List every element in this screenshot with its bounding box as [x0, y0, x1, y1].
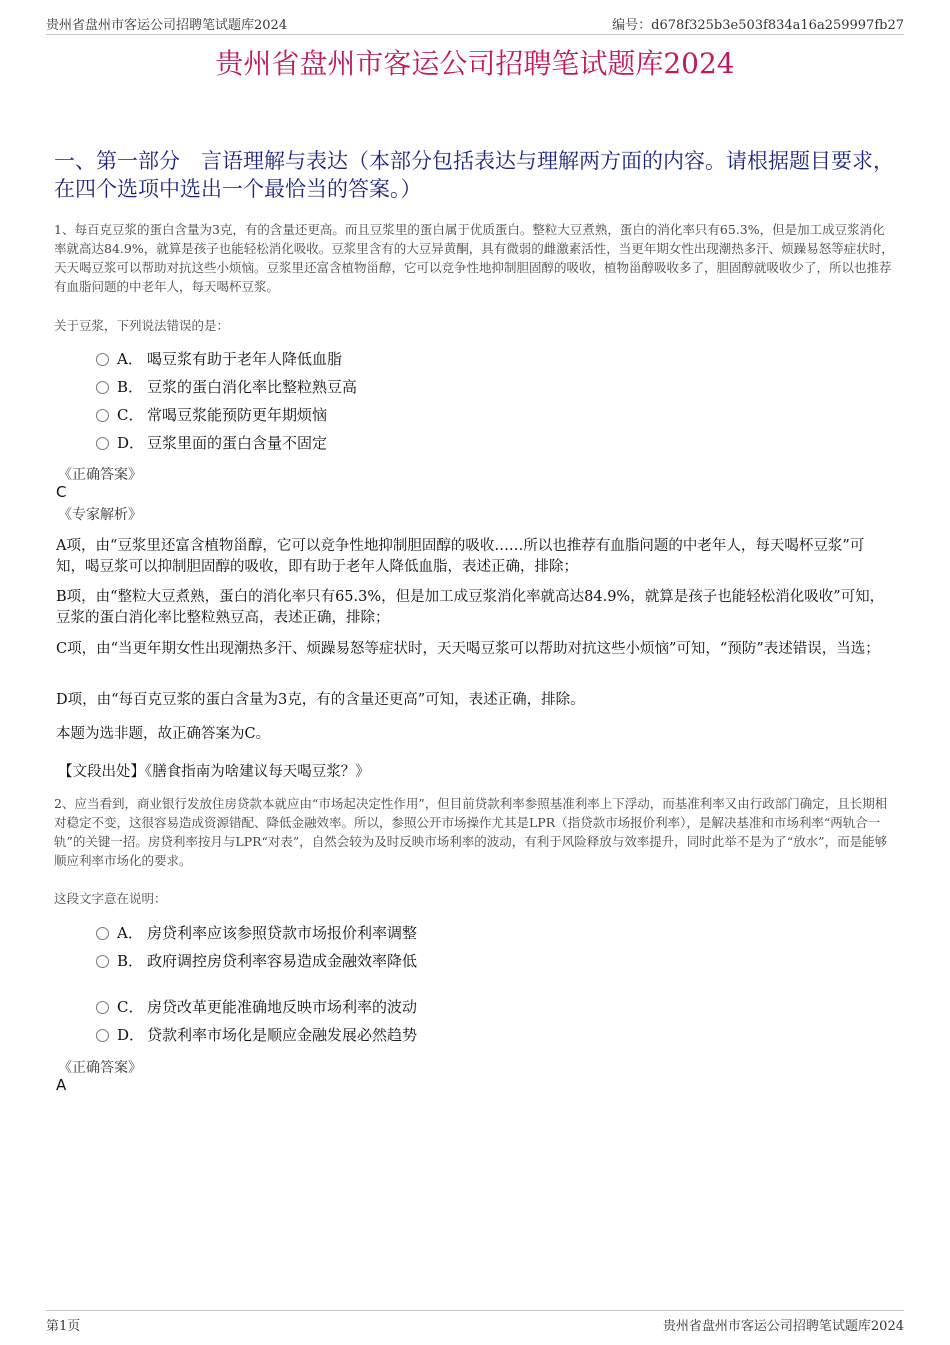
option-key: D． — [117, 434, 145, 452]
option-key: A． — [117, 350, 143, 368]
header-doc-id: 编号：d678f325b3e503f834a16a259997fb27 — [612, 18, 904, 33]
radio-button[interactable] — [96, 381, 109, 394]
option-text: 豆浆的蛋白消化率比整粒熟豆高 — [147, 378, 358, 396]
question-1-option-a[interactable] — [96, 348, 342, 370]
question-1-option-d[interactable] — [96, 432, 327, 454]
option-text: 豆浆里面的蛋白含量不固定 — [147, 434, 328, 452]
option-text: 政府调控房贷利率容易造成金融效率降低 — [147, 952, 418, 970]
question-2-option-b[interactable] — [96, 950, 417, 972]
radio-button[interactable] — [96, 955, 109, 968]
header-doc-title: 贵州省盘州市客运公司招聘笔试题库2024 — [46, 18, 288, 33]
question-1-option-c[interactable] — [96, 404, 327, 426]
question-1-answer-label: 《正确答案》 — [58, 467, 142, 483]
page-footer — [46, 1310, 904, 1335]
question-1-answer: C — [56, 483, 67, 501]
option-key: B． — [117, 378, 144, 396]
option-key: D． — [117, 1026, 145, 1044]
question-1-source: 【文段出处】《膳食指南为啥建议每天喝豆浆？》 — [58, 764, 370, 780]
option-text: 贷款利率市场化是顺应金融发展必然趋势 — [147, 1026, 418, 1044]
radio-button[interactable] — [96, 437, 109, 450]
question-2-prompt: 这段文字意在说明： — [54, 891, 167, 906]
section-heading: 一、第一部分 言语理解与表达（本部分包括表达与理解两方面的内容。请根据题目要求，在四个选项中选出一个最恰当的答案。） — [54, 149, 894, 201]
option-text: 房贷改革更能准确地反映市场利率的波动 — [147, 998, 418, 1016]
option-key: C． — [117, 406, 144, 424]
radio-button[interactable] — [96, 409, 109, 422]
option-text: 常喝豆浆能预防更年期烦恼 — [147, 406, 328, 424]
radio-button[interactable] — [96, 1029, 109, 1042]
question-2-answer-label: 《正确答案》 — [58, 1060, 142, 1076]
option-key: C． — [117, 998, 144, 1016]
option-text: 喝豆浆有助于老年人降低血脂 — [147, 350, 343, 368]
radio-button[interactable] — [96, 353, 109, 366]
question-2-option-a[interactable] — [96, 922, 417, 944]
question-2-passage: 2、应当看到，商业银行发放住房贷款本就应由“市场起决定性作用”，但目前贷款利率参照基准利率上下浮动，而基准利率又由行政部门确定，且长期相对稳定不变，这很容易造成资源错配、降低金融效率。所以，参照公开市场操作尤其是LPR（指贷款市场报价利率），是解决基准和市场利率“两轨合一轨”的关键一招。房贷利率按月与LPR“对表”，自然会较为及时反映市场利率的波动，有利于风险释放与效率提升，同时此举不是为了“放水”，而是能够顺应利率市场化的要求。 — [54, 796, 888, 868]
question-2-option-c[interactable] — [96, 996, 417, 1018]
question-1-passage: 1、每百克豆浆的蛋白含量为3克，有的含量还更高。而且豆浆里的蛋白属于优质蛋白。整粒大豆煮熟，蛋白的消化率只有65.3%，但是加工成豆浆消化率就高达84.9%，就算是孩子也能轻松消化吸收。豆浆里含有的大豆异黄酮，具有微弱的雌激素活性，当更年期女性出现潮热多汗、烦躁易怒等症状时，天天喝豆浆可以帮助对抗这些小烦恼。豆浆里还富含植物甾醇，它可以竞争性地抑制胆固醇的吸收，植物甾醇吸收多了，胆固醇就吸收少了，所以也推荐有血脂问题的中老年人，每天喝杯豆浆。 — [54, 222, 894, 294]
page-number: 第1页 — [46, 1319, 81, 1334]
page-title: 贵州省盘州市客运公司招聘笔试题库2024 — [215, 47, 735, 80]
question-1-analysis-b: B项，由“整粒大豆煮熟，蛋白的消化率只有65.3%，但是加工成豆浆消化率就高达84.9%，就算是孩子也能轻松消化吸收”可知，豆浆的蛋白消化率比整粒熟豆高，表述正确，排除； — [56, 589, 885, 626]
question-2-answer: A — [56, 1076, 67, 1094]
question-1-analysis-c: C项，由“当更年期女性出现潮热多汗、烦躁易怒等症状时，天天喝豆浆可以帮助对抗这些小烦恼”可知，“预防”表述错误，当选； — [56, 641, 880, 657]
radio-button[interactable] — [96, 1001, 109, 1014]
option-key: A． — [117, 924, 143, 942]
option-key: B． — [117, 952, 144, 970]
question-1-option-b[interactable] — [96, 376, 357, 398]
question-1-analysis-label: 《专家解析》 — [58, 507, 142, 523]
question-1-prompt: 关于豆浆，下列说法错误的是： — [54, 318, 230, 333]
page-header — [46, 14, 904, 35]
question-2-option-d[interactable] — [96, 1024, 417, 1046]
radio-button[interactable] — [96, 927, 109, 940]
option-text: 房贷利率应该参照贷款市场报价利率调整 — [147, 924, 418, 942]
question-1-analysis-a: A项，由“豆浆里还富含植物甾醇，它可以竞争性地抑制胆固醇的吸收……所以也推荐有血脂问题的中老年人，每天喝杯豆浆”可知，喝豆浆可以抑制胆固醇的吸收，即有助于老年人降低血脂，表述正确，排除； — [56, 538, 865, 575]
footer-doc-title: 贵州省盘州市客运公司招聘笔试题库2024 — [662, 1319, 904, 1334]
question-1-analysis-d: D项，由“每百克豆浆的蛋白含量为3克，有的含量还更高”可知，表述正确，排除。 — [56, 692, 585, 708]
question-1-conclusion: 本题为选非题，故正确答案为C。 — [56, 726, 271, 742]
